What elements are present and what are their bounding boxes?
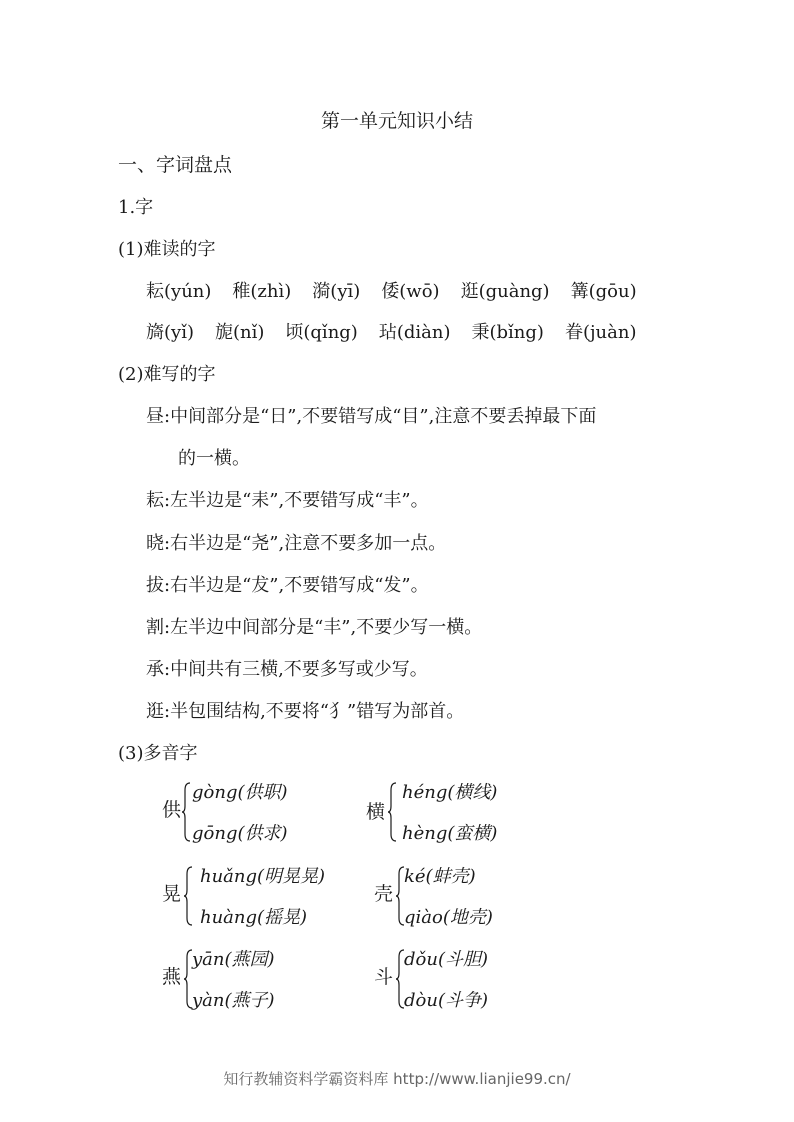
write-rule: 晓:右半边是“尧”,注意不要多加一点。 [146, 533, 447, 554]
part-heading-polyphones: (3)多音字 [118, 743, 198, 764]
part-heading-hard-to-read: (1)难读的字 [118, 239, 216, 260]
write-rule-continued: 的一横。 [178, 448, 250, 469]
char-item: 秉(bǐng) [471, 322, 544, 343]
part-heading-hard-to-write: (2)难写的字 [118, 364, 216, 385]
char-item: 玷(diàn) [378, 322, 451, 343]
subsection-heading: 1.字 [118, 197, 154, 218]
polyphone-reading: yàn(燕子) [192, 990, 275, 1011]
polyphone-reading: dòu(斗争) [404, 990, 488, 1011]
polyphone-reading: qiào(地壳) [404, 907, 493, 928]
polyphone-reading: héng(横线) [402, 782, 498, 803]
write-rule: 割:左半边中间部分是“丰”,不要少写一横。 [146, 617, 483, 638]
char-item: 旎(nǐ) [214, 322, 265, 343]
write-rule: 耘:左半边是“耒”,不要错写成“丰”。 [146, 490, 429, 511]
polyphone-reading: hèng(蛮横) [402, 823, 498, 844]
char-item: 耘(yún) [146, 281, 212, 302]
polyphone-char: 供 [162, 799, 182, 821]
polyphone-reading: gòng(供职) [192, 782, 288, 803]
write-rule: 逛:半包围结构,不要将“犭”错写为部首。 [146, 701, 465, 722]
polyphone-reading: ké(蚌壳) [404, 866, 476, 887]
char-item: 旖(yǐ) [146, 322, 194, 343]
polyphone-reading: huàng(摇晃) [200, 907, 308, 928]
polyphone-char: 斗 [374, 966, 394, 988]
polyphone-reading: dǒu(斗胆) [404, 949, 488, 970]
write-rule: 拔:右半边是“犮”,不要错写成“发”。 [146, 575, 429, 596]
brace-icon [388, 782, 398, 842]
polyphone-reading: gōng(供求) [192, 823, 288, 844]
section-heading: 一、字词盘点 [118, 154, 233, 176]
brace-icon [184, 866, 194, 926]
char-item: 眷(juàn) [564, 322, 637, 343]
polyphone-reading: huǎng(明晃晃) [200, 866, 326, 887]
polyphone-char: 燕 [162, 966, 182, 988]
brace-icon [182, 782, 192, 842]
write-rule: 昼:中间部分是“日”,不要错写成“目”,注意不要丢掉最下面 [146, 406, 597, 427]
hard-to-read-row-2 [146, 318, 658, 344]
page-title: 第一单元知识小结 [320, 110, 473, 132]
char-item: 漪(yī) [312, 281, 361, 302]
polyphone-reading: yān(燕园) [192, 949, 275, 970]
write-rule: 承:中间共有三横,不要多写或少写。 [146, 659, 428, 680]
polyphone-char: 横 [366, 801, 386, 823]
hard-to-read-row-1 [146, 277, 658, 303]
polyphone-char: 壳 [374, 883, 394, 905]
char-item: 逛(guàng) [460, 281, 550, 302]
char-item: 稚(zhì) [232, 281, 292, 302]
char-item: 篝(gōu) [570, 281, 637, 302]
char-item: 倭(wō) [381, 281, 440, 302]
char-item: 顷(qǐng) [285, 322, 358, 343]
footer-watermark: 知行教辅资料学霸资料库 http://www.lianjie99.cn/ [223, 1070, 571, 1088]
polyphone-char: 晃 [162, 883, 182, 905]
